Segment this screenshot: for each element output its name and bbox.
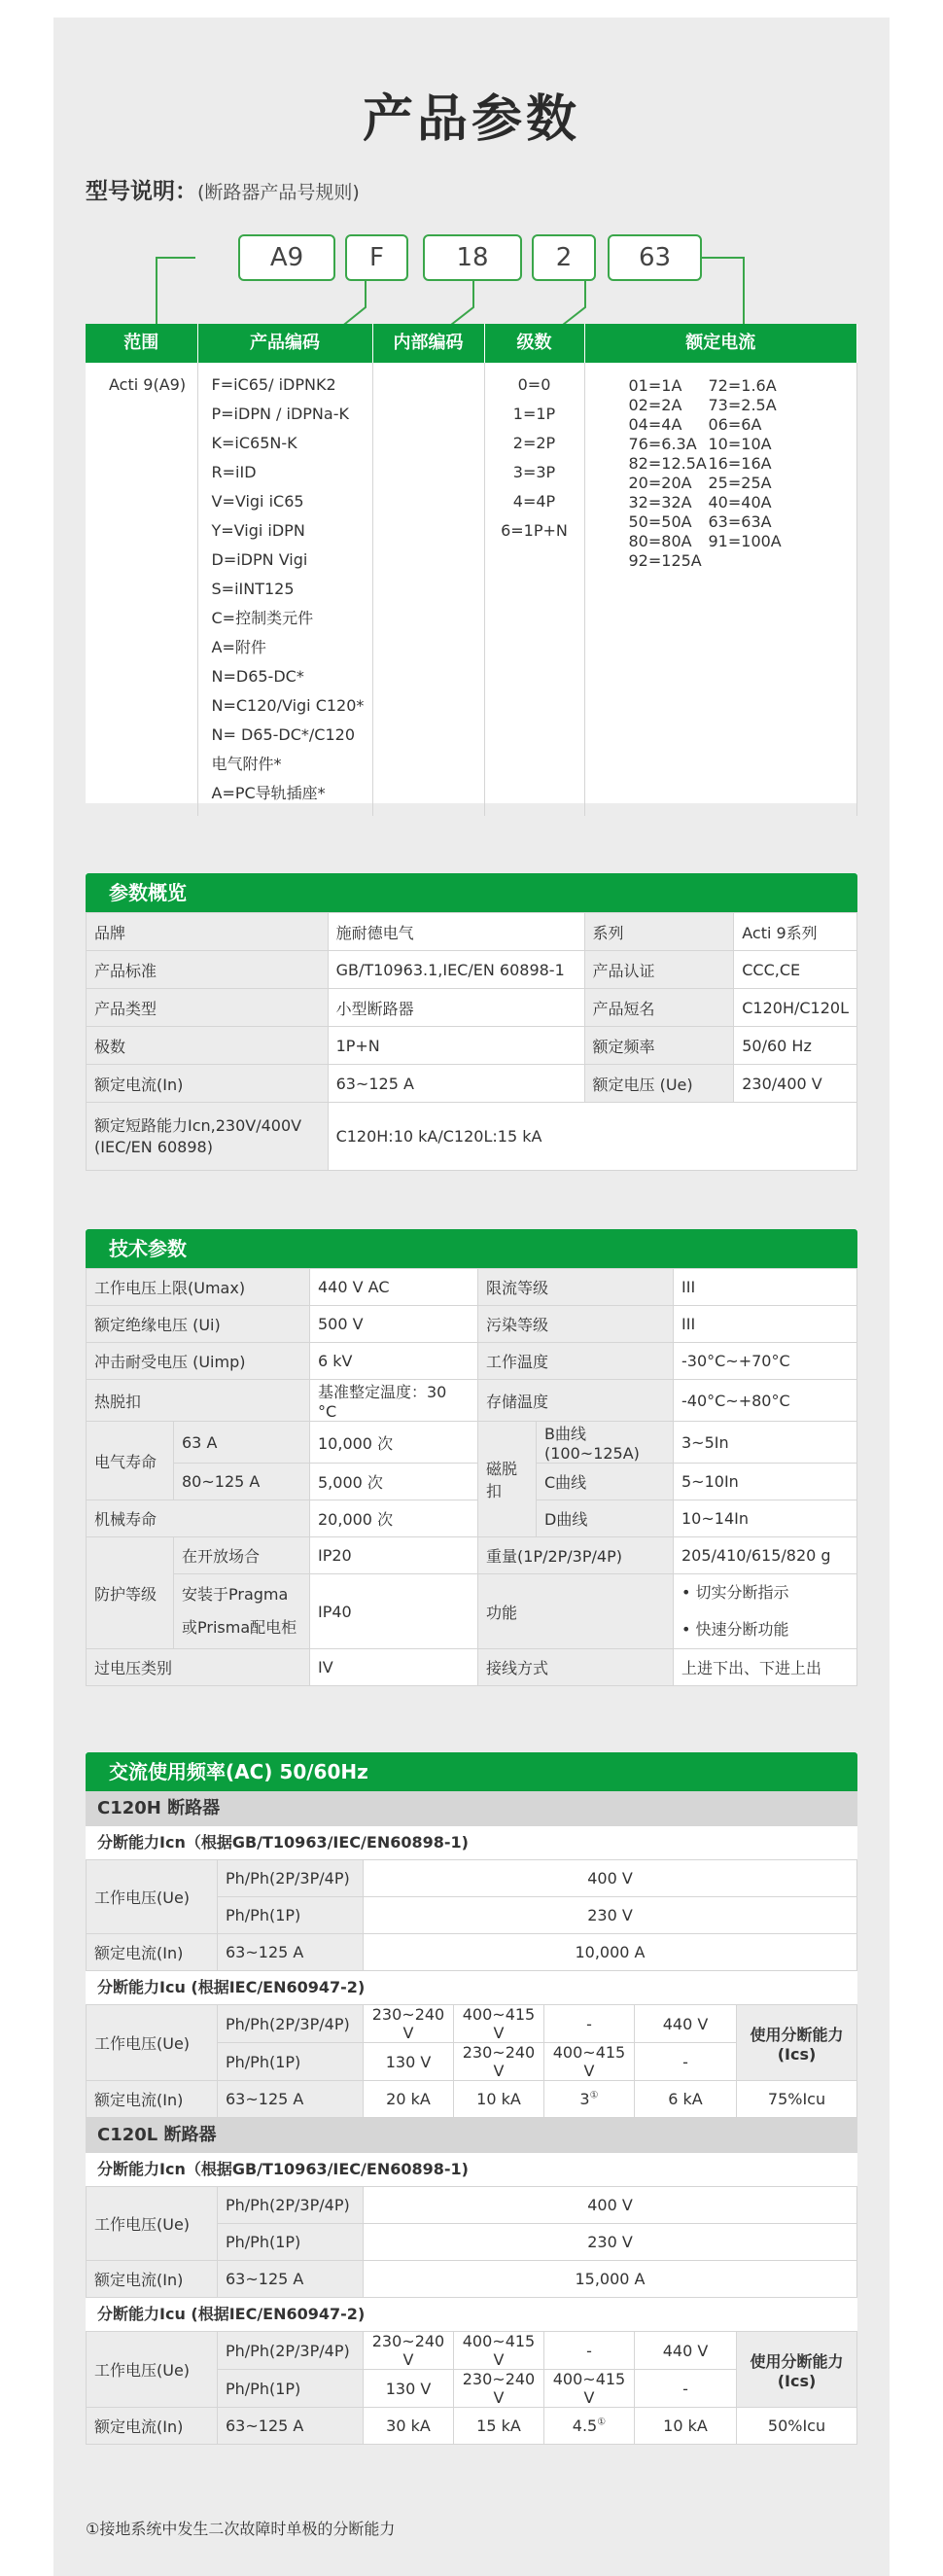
phase-label: Ph/Ph(2P/3P/4P)	[218, 2332, 364, 2370]
tech-table	[86, 1268, 857, 1686]
icu-value: 440 V	[635, 2005, 737, 2043]
current-code: 82=12.5A	[628, 454, 707, 473]
phase-label: Ph/Ph(2P/3P/4P)	[218, 1860, 364, 1897]
current-code: 92=125A	[628, 551, 702, 570]
model-box-product: F	[345, 234, 408, 281]
summary-label: 系列	[584, 913, 734, 951]
tech-label: 限流等级	[478, 1269, 674, 1306]
product-code: N= D65-DC*/C120	[211, 725, 356, 744]
tech-label: 电气寿命	[87, 1422, 174, 1500]
current-label: 额定电流(In)	[87, 2261, 218, 2298]
current-label: 额定电流(In)	[87, 1934, 218, 1971]
current-row	[629, 396, 850, 415]
tech-label: 功能	[478, 1574, 674, 1649]
tech-value: • 快速分断功能	[681, 1620, 789, 1639]
icn-title: 分断能力Icn（根据GB/T10963/IEC/EN60898-1)	[97, 2160, 469, 2178]
pole-code: 3=3P	[512, 463, 556, 481]
current-row	[629, 435, 850, 454]
icu-value: 230~240 V	[454, 2043, 544, 2081]
footnote-marker: ①	[597, 2417, 607, 2428]
product-code: N=C120/Vigi C120*	[211, 696, 365, 715]
summary-value: 50/60 Hz	[734, 1027, 857, 1065]
summary-value: Acti 9系列	[734, 913, 857, 951]
icu-value: 400~415 V	[454, 2005, 544, 2043]
summary-table	[86, 912, 857, 1171]
code-header: 额定电流	[584, 324, 857, 363]
summary-value: 小型断路器	[328, 989, 584, 1027]
current-row	[629, 551, 850, 571]
tech-value: • 切实分断指示	[681, 1583, 789, 1602]
icu-table	[86, 2331, 857, 2445]
current-code: 02=2A	[628, 396, 682, 414]
icu-value: 400~415 V	[454, 2332, 544, 2370]
model-box-internal: 18	[423, 234, 522, 281]
icn-value: 400 V	[364, 2187, 857, 2224]
current-code: 72=1.6A	[708, 376, 777, 395]
current-code: 80=80A	[628, 532, 692, 550]
icu-value: -	[635, 2370, 737, 2408]
tech-value: III	[674, 1269, 857, 1306]
tech-label: 磁脱扣	[478, 1422, 537, 1537]
tech-label: 热脱扣	[87, 1380, 310, 1422]
tech-label: 80~125 A	[174, 1464, 310, 1500]
current-row	[629, 493, 850, 512]
summary-value: GB/T10963.1,IEC/EN 60898-1	[328, 951, 584, 989]
phase-label: Ph/Ph(1P)	[218, 2370, 364, 2408]
current-range: 63~125 A	[218, 2081, 364, 2118]
tech-value: 20,000 次	[310, 1500, 478, 1537]
icn-table	[86, 1859, 857, 1971]
voltage-label: 工作电压(Ue)	[87, 2332, 218, 2408]
icn-value: 230 V	[364, 1897, 857, 1934]
pole-code: 4=4P	[512, 492, 556, 511]
product-code: S=iINT125	[211, 580, 295, 598]
tech-label: 机械寿命	[87, 1500, 310, 1537]
current-code: 50=50A	[628, 512, 692, 531]
product-code: K=iC65N-K	[211, 434, 297, 452]
current-code: 73=2.5A	[708, 396, 777, 414]
tech-value: 基准整定温度：30 °C	[310, 1380, 478, 1422]
current-code: 20=20A	[628, 474, 692, 492]
current-code: 32=32A	[628, 493, 692, 512]
voltage-label: 工作电压(Ue)	[87, 1860, 218, 1934]
current-row	[629, 474, 850, 493]
product-code: C=控制类元件	[211, 609, 314, 627]
phase-label: Ph/Ph(1P)	[218, 1897, 364, 1934]
connector-line	[702, 258, 744, 332]
tech-value: IP20	[310, 1537, 478, 1574]
voltage-label: 工作电压(Ue)	[87, 2187, 218, 2261]
tech-value: -40°C~+80°C	[674, 1380, 857, 1422]
tech-label: 在开放场合	[174, 1537, 310, 1574]
footnote: ①接地系统中发生二次故障时单极的分断能力	[86, 2520, 396, 2538]
phase-label: Ph/Ph(1P)	[218, 2224, 364, 2261]
current-code: 10=10A	[708, 435, 772, 453]
product-code: V=Vigi iC65	[211, 492, 304, 511]
tech-value: 10,000 次	[310, 1422, 478, 1464]
code-header: 级数	[484, 324, 584, 363]
tech-label: 防护等级	[87, 1537, 174, 1649]
icu-value: 400~415 V	[544, 2043, 635, 2081]
tech-value: 10~14In	[674, 1500, 857, 1537]
tech-value: III	[674, 1306, 857, 1343]
icu-value: 130 V	[364, 2043, 454, 2081]
code-header: 内部编码	[372, 324, 484, 363]
icn-value: 15,000 A	[364, 2261, 857, 2298]
breaker-title: C120H 断路器	[86, 1791, 857, 1826]
code-table	[86, 324, 857, 803]
current-code: 16=16A	[708, 454, 772, 473]
tech-value: -30°C~+70°C	[674, 1343, 857, 1380]
current-code: 01=1A	[628, 376, 682, 395]
icu-value: 130 V	[364, 2370, 454, 2408]
summary-label: 品牌	[87, 913, 329, 951]
icu-value: 10 kA	[454, 2081, 544, 2118]
current-code: 40=40A	[708, 493, 772, 512]
current-code: 91=100A	[708, 532, 782, 550]
current-code: 25=25A	[708, 474, 772, 492]
phase-label: Ph/Ph(1P)	[218, 2043, 364, 2081]
current-row	[629, 415, 850, 435]
pole-list	[493, 371, 576, 546]
summary-header: 参数概览	[86, 873, 857, 912]
icu-value: 230~240 V	[364, 2005, 454, 2043]
product-code: R=iID	[211, 463, 257, 481]
ics-label: 使用分断能力 (Ics)	[737, 2332, 857, 2408]
icu-value: 440 V	[635, 2332, 737, 2370]
product-code: A=附件	[211, 638, 266, 656]
current-range: 63~125 A	[218, 2408, 364, 2445]
product-code: A=PC导轨插座*	[211, 784, 326, 802]
icu-value: 10 kA	[635, 2408, 737, 2445]
tech-value: 3~5In	[674, 1422, 857, 1464]
tech-label: 工作温度	[478, 1343, 674, 1380]
ac-header: 交流使用频率(AC) 50/60Hz	[86, 1752, 857, 1791]
tech-label: 安装于Pragma或Prisma配电柜	[174, 1574, 310, 1649]
voltage-label: 工作电压(Ue)	[87, 2005, 218, 2081]
icu-value: 3①	[544, 2081, 635, 2118]
current-label: 额定电流(In)	[87, 2081, 218, 2118]
connector-line	[157, 258, 195, 332]
tech-label: 额定绝缘电压 (Ui)	[87, 1306, 310, 1343]
icu-value: 400~415 V	[544, 2370, 635, 2408]
product-code: D=iDPN Vigi	[211, 550, 308, 569]
tech-label: 过电压类别	[87, 1649, 310, 1686]
product-code: 电气附件*	[211, 755, 282, 773]
tech-value: 5,000 次	[310, 1464, 478, 1500]
product-code: P=iDPN / iDPNa-K	[211, 405, 349, 423]
product-code: N=D65-DC*	[211, 667, 304, 686]
icn-table	[86, 2186, 857, 2298]
current-range: 63~125 A	[218, 2261, 364, 2298]
icu-value: -	[544, 2005, 635, 2043]
model-heading: 型号说明：(断路器产品号规则)	[86, 179, 360, 204]
ac-panel	[86, 1752, 857, 2445]
tech-label: 63 A	[174, 1422, 310, 1464]
current-row	[629, 454, 850, 474]
icn-value: 230 V	[364, 2224, 857, 2261]
connector-lines	[53, 18, 890, 338]
current-row	[629, 532, 850, 551]
icu-value: 230~240 V	[454, 2370, 544, 2408]
tech-panel	[86, 1229, 857, 1686]
pole-code: 2=2P	[512, 434, 556, 452]
summary-value: 63~125 A	[328, 1065, 584, 1103]
tech-label: 污染等级	[478, 1306, 674, 1343]
product-code-list	[212, 371, 365, 808]
tech-value: 440 V AC	[310, 1269, 478, 1306]
tech-value: 6 kV	[310, 1343, 478, 1380]
icu-value: 6 kA	[635, 2081, 737, 2118]
pole-code: 1=1P	[512, 405, 556, 423]
icu-title: 分断能力Icu (根据IEC/EN60947-2)	[97, 1978, 366, 1996]
summary-label: 产品短名	[584, 989, 734, 1027]
model-box-current: 63	[608, 234, 702, 281]
summary-value: C120H/C120L	[734, 989, 857, 1027]
current-code: 06=6A	[708, 415, 762, 434]
ics-label: 使用分断能力 (Ics)	[737, 2005, 857, 2081]
range-value: Acti 9(A9)	[86, 363, 197, 816]
model-box-poles: 2	[532, 234, 596, 281]
tech-label: 工作电压上限(Umax)	[87, 1269, 310, 1306]
phase-label: Ph/Ph(2P/3P/4P)	[218, 2005, 364, 2043]
tech-header: 技术参数	[86, 1229, 857, 1268]
tech-label: B曲线 (100~125A)	[537, 1422, 674, 1464]
tech-label: 重量(1P/2P/3P/4P)	[478, 1537, 674, 1574]
current-row	[629, 512, 850, 532]
summary-label: 产品标准	[87, 951, 329, 989]
current-list	[629, 376, 850, 571]
model-box-range: A9	[238, 234, 335, 281]
icu-table	[86, 2004, 857, 2118]
page	[53, 18, 890, 2576]
tech-value: 500 V	[310, 1306, 478, 1343]
icn-value: 400 V	[364, 1860, 857, 1897]
tech-label: 接线方式	[478, 1649, 674, 1686]
summary-label: 额定电压 (Ue)	[584, 1065, 734, 1103]
ics-value: 75%Icu	[737, 2081, 857, 2118]
phase-label: Ph/Ph(2P/3P/4P)	[218, 2187, 364, 2224]
ac-body	[86, 1791, 857, 2445]
summary-value: C120H:10 kA/C120L:15 kA	[328, 1103, 856, 1171]
tech-label: C曲线	[537, 1464, 674, 1500]
summary-label: 额定频率	[584, 1027, 734, 1065]
product-code: F=iC65/ iDPNK2	[211, 375, 336, 394]
tech-value: 205/410/615/820 g	[674, 1537, 857, 1574]
current-row	[629, 376, 850, 396]
current-code: 76=6.3A	[628, 435, 697, 453]
icu-value: -	[635, 2043, 737, 2081]
tech-value: 上进下出、下进上出	[674, 1649, 857, 1686]
pole-code: 0=0	[517, 375, 551, 394]
tech-label: 存储温度	[478, 1380, 674, 1422]
icu-value: 15 kA	[454, 2408, 544, 2445]
current-range: 63~125 A	[218, 1934, 364, 1971]
current-label: 额定电流(In)	[87, 2408, 218, 2445]
summary-label: 产品认证	[584, 951, 734, 989]
tech-value: IV	[310, 1649, 478, 1686]
summary-value: 230/400 V	[734, 1065, 857, 1103]
breaker-title: C120L 断路器	[86, 2118, 857, 2153]
summary-value: 施耐德电气	[328, 913, 584, 951]
code-header: 范围	[86, 324, 197, 363]
icu-value: 230~240 V	[364, 2332, 454, 2370]
page-title: 产品参数	[362, 90, 580, 149]
summary-value: CCC,CE	[734, 951, 857, 989]
icu-value: 30 kA	[364, 2408, 454, 2445]
summary-panel	[86, 873, 857, 1171]
icu-value: 4.5①	[544, 2408, 635, 2445]
summary-label: 额定电流(In)	[87, 1065, 329, 1103]
icn-title: 分断能力Icn（根据GB/T10963/IEC/EN60898-1)	[97, 1833, 469, 1852]
icu-value: -	[544, 2332, 635, 2370]
icu-value: 20 kA	[364, 2081, 454, 2118]
summary-label: 产品类型	[87, 989, 329, 1027]
product-code: Y=Vigi iDPN	[211, 521, 305, 540]
tech-value: IP40	[310, 1574, 478, 1649]
summary-label: 额定短路能力Icn,230V/400V (IEC/EN 60898)	[87, 1103, 329, 1171]
current-code: 04=4A	[628, 415, 682, 434]
footnote-marker: ①	[589, 2090, 599, 2101]
icu-title: 分断能力Icu (根据IEC/EN60947-2)	[97, 2305, 366, 2323]
ics-value: 50%Icu	[737, 2408, 857, 2445]
code-header: 产品编码	[197, 324, 372, 363]
pole-code: 6=1P+N	[501, 521, 568, 540]
tech-label: D曲线	[537, 1500, 674, 1537]
summary-value: 1P+N	[328, 1027, 584, 1065]
tech-value: 5~10In	[674, 1464, 857, 1500]
icn-value: 10,000 A	[364, 1934, 857, 1971]
summary-label: 极数	[87, 1027, 329, 1065]
tech-label: 冲击耐受电压 (Uimp)	[87, 1343, 310, 1380]
current-code: 63=63A	[708, 512, 772, 531]
